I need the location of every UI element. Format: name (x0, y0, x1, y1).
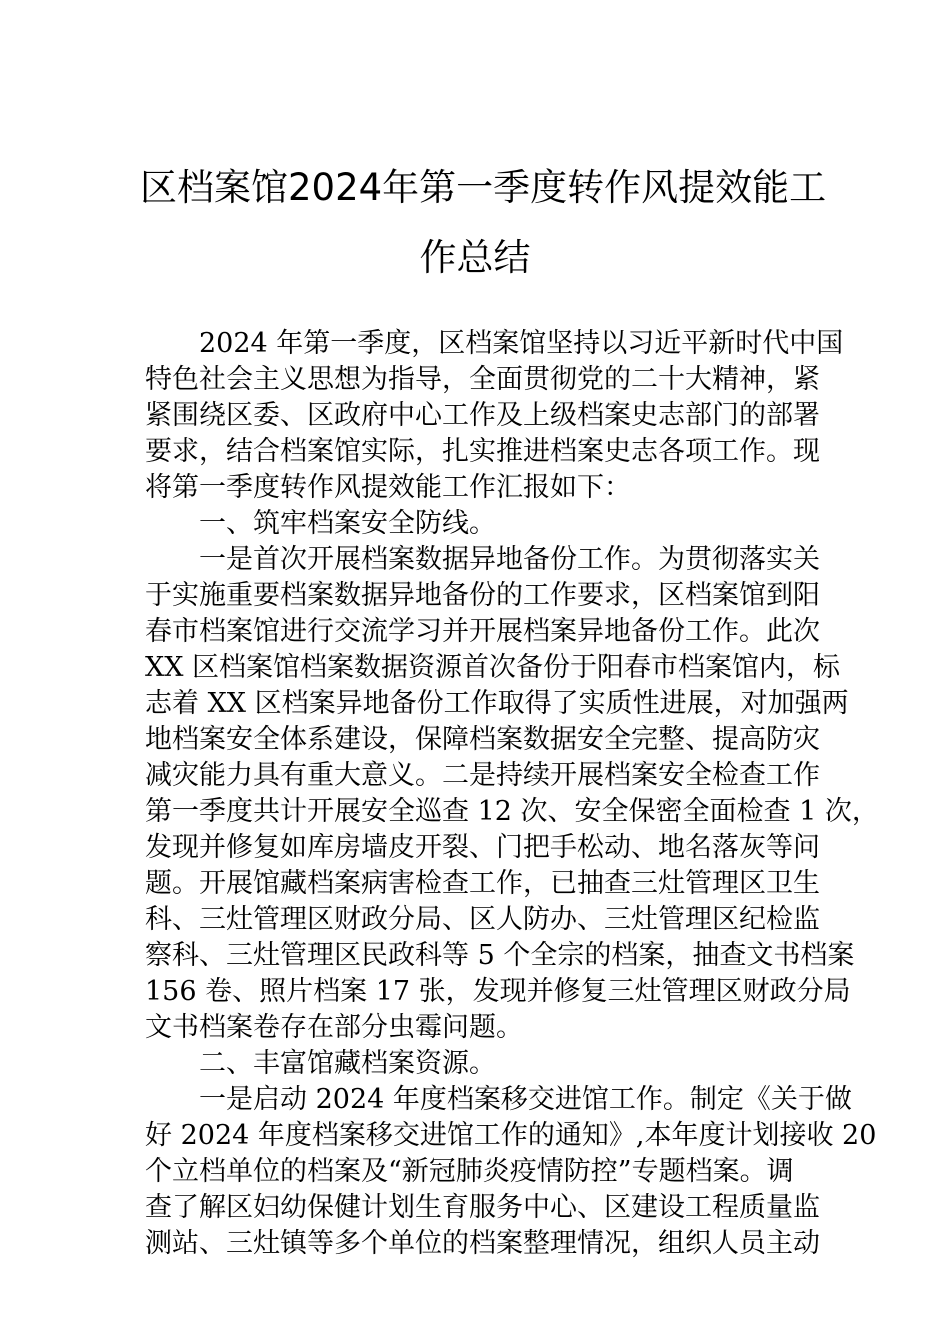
paragraph-line: 第一季度共计开展安全巡查 12 次、安全保密全面检查 1 次， (145, 796, 879, 827)
paragraph-line: 文书档案卷存在部分虫霉问题。 (145, 1012, 523, 1043)
paragraph-line: 发现并修复如库房墙皮开裂、门把手松动、地名落灰等问 (145, 832, 820, 863)
paragraph-line: 个立档单位的档案及“新冠肺炎疫情防控”专题档案。调 (145, 1156, 794, 1187)
paragraph-line: 于实施重要档案数据异地备份的工作要求，区档案馆到阳 (145, 580, 820, 611)
paragraph-line: 题。开展馆藏档案病害检查工作，已抽查三灶管理区卫生 (145, 868, 820, 899)
document-title-line-2: 作总结 (419, 236, 531, 279)
section-heading: 一、筑牢档案安全防线。 (199, 508, 496, 539)
paragraph-line: 减灾能力具有重大意义。二是持续开展档案安全检查工作 (145, 760, 820, 791)
paragraph-line: 好 2024 年度档案移交进馆工作的通知》,本年度计划接收 20 (145, 1120, 877, 1151)
paragraph-line: 一是启动 2024 年度档案移交进馆工作。制定《关于做 (199, 1084, 852, 1115)
paragraph-line: 测站、三灶镇等多个单位的档案整理情况，组织人员主动 (145, 1228, 820, 1259)
paragraph-line: 志着 XX 区档案异地备份工作取得了实质性进展，对加强两 (145, 688, 849, 719)
paragraph-line: 春市档案馆进行交流学习并开展档案异地备份工作。此次 (145, 616, 820, 647)
paragraph-line: 科、三灶管理区财政分局、区人防办、三灶管理区纪检监 (145, 904, 820, 935)
paragraph-line: 紧围绕区委、区政府中心工作及上级档案史志部门的部署 (145, 400, 820, 431)
document-body (145, 326, 879, 1262)
paragraph-line: 地档案安全体系建设，保障档案数据安全完整、提高防灾 (145, 724, 820, 755)
paragraph-line: 察科、三灶管理区民政科等 5 个全宗的档案，抽查文书档案 (145, 940, 855, 971)
paragraph-line: 156 卷、照片档案 17 张，发现并修复三灶管理区财政分局 (145, 976, 851, 1007)
paragraph-line: 2024 年第一季度，区档案馆坚持以习近平新时代中国 (199, 328, 844, 359)
paragraph-line: 一是首次开展档案数据异地备份工作。为贯彻落实关 (199, 544, 820, 575)
document-title-line-1: 区档案馆2024年第一季度转作风提效能工 (140, 166, 827, 209)
section-heading: 二、丰富馆藏档案资源。 (199, 1048, 496, 1079)
paragraph-line: 特色社会主义思想为指导，全面贯彻党的二十大精神，紧 (145, 364, 820, 395)
paragraph-line: 要求，结合档案馆实际，扎实推进档案史志各项工作。现 (145, 436, 820, 467)
paragraph-line: 将第一季度转作风提效能工作汇报如下： (145, 472, 631, 503)
paragraph-line: 查了解区妇幼保健计划生育服务中心、区建设工程质量监 (145, 1192, 820, 1223)
paragraph-line: XX 区档案馆档案数据资源首次备份于阳春市档案馆内，标 (145, 652, 841, 683)
